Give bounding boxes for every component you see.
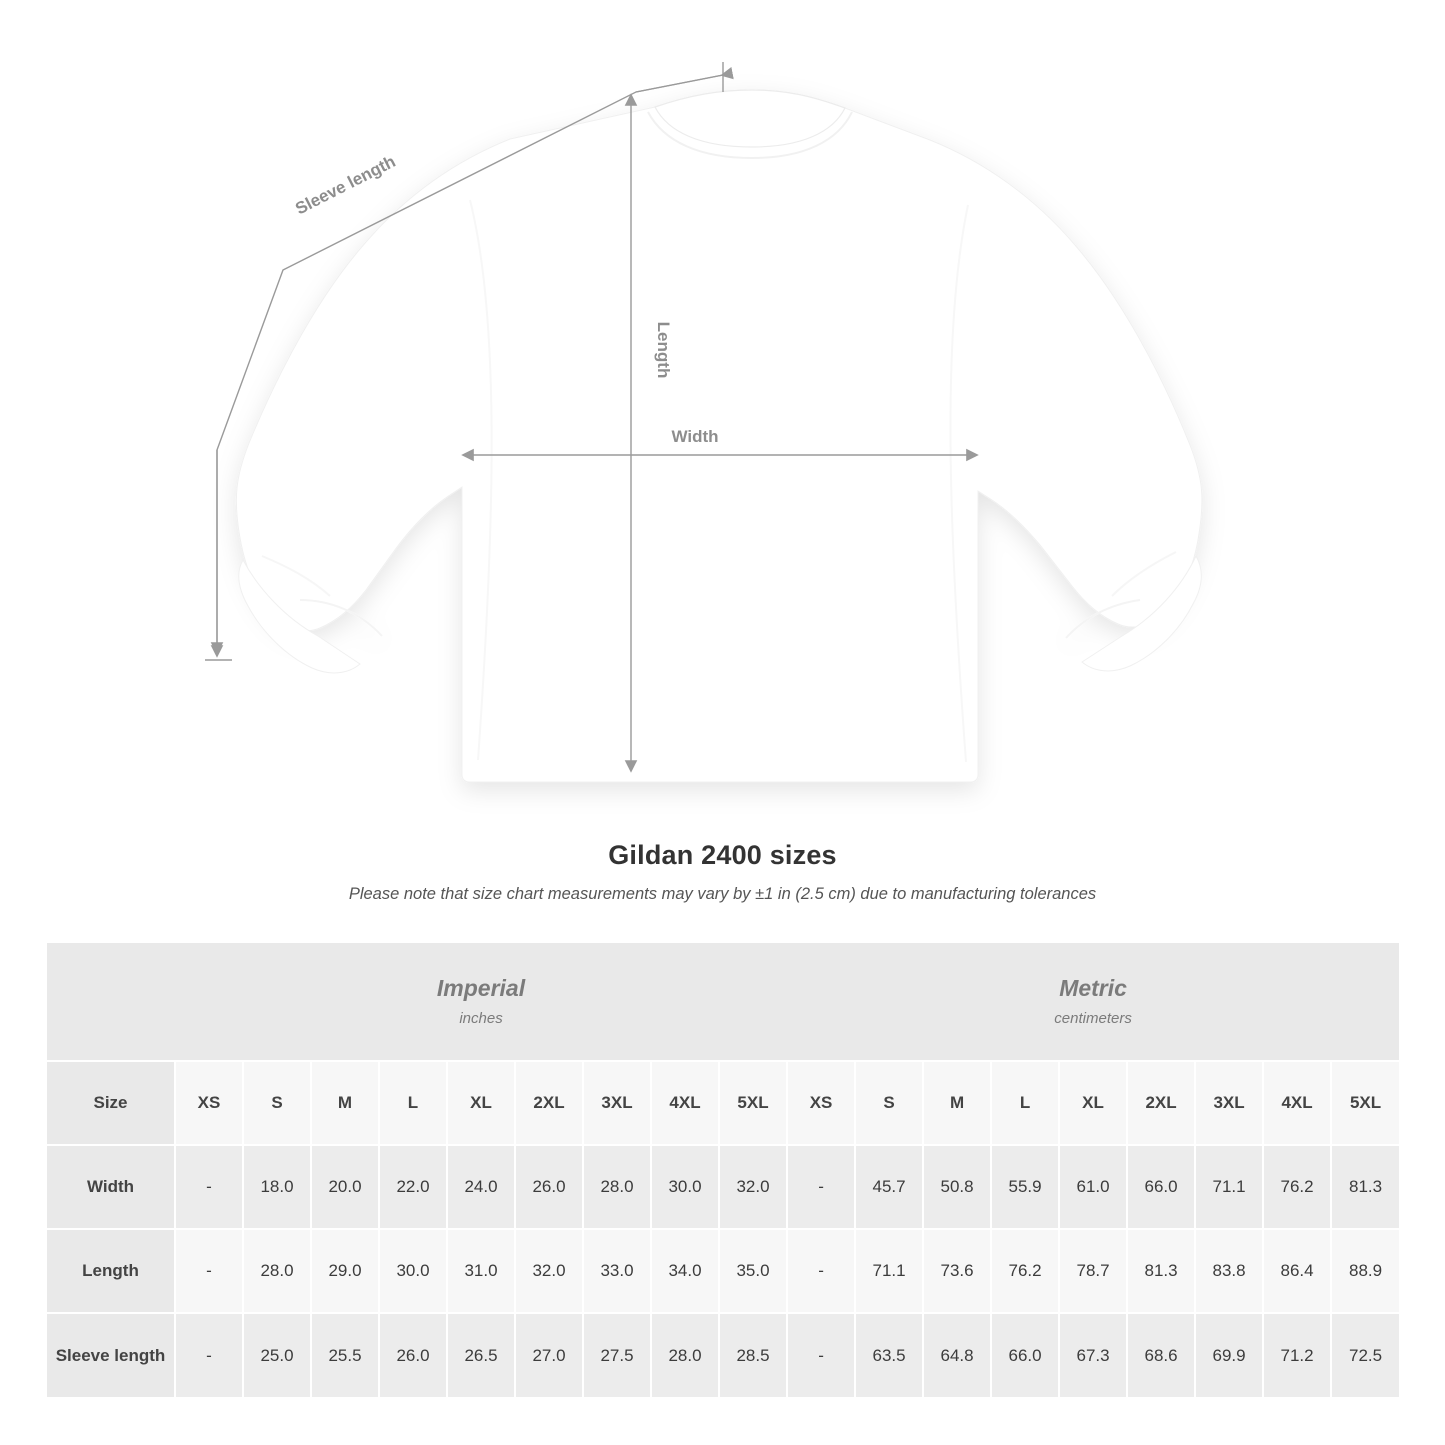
size-imp-3xl: 3XL: [583, 1061, 651, 1145]
sleeve-met-m: 64.8: [923, 1313, 991, 1397]
sleeve-length-label: Sleeve length: [292, 151, 399, 219]
width-label: Width: [671, 427, 719, 446]
size-imp-m: M: [311, 1061, 379, 1145]
page-title: Gildan 2400 sizes: [608, 840, 837, 870]
size-met-3xl: 3XL: [1195, 1061, 1263, 1145]
garment-shape: [236, 90, 1202, 782]
length-imp-2xl: 32.0: [515, 1229, 583, 1313]
tolerance-note: Please note that size chart measurements may vary by ±1 in (2.5 cm) due to manufacturing tolerances: [348, 885, 1097, 903]
unit-header-imperial: Imperial inches: [175, 943, 787, 1061]
sleeve-imp-3xl: 27.5: [583, 1313, 651, 1397]
title-block: [0, 840, 1445, 904]
sleeve-imp-xl: 26.5: [447, 1313, 515, 1397]
sleeve-imp-s: 25.0: [243, 1313, 311, 1397]
row-label-width: Width: [47, 1145, 175, 1229]
length-imp-xs: -: [175, 1229, 243, 1313]
length-met-3xl: 83.8: [1195, 1229, 1263, 1313]
width-imp-m: 20.0: [311, 1145, 379, 1229]
width-imp-2xl: 26.0: [515, 1145, 583, 1229]
table-row: [47, 1229, 1399, 1313]
unit-header-spacer: [47, 943, 175, 1061]
row-label-sleeve-length: Sleeve length: [47, 1313, 175, 1397]
length-met-xl: 78.7: [1059, 1229, 1127, 1313]
width-imp-4xl: 30.0: [651, 1145, 719, 1229]
table-row: [47, 1145, 1399, 1229]
size-met-2xl: 2XL: [1127, 1061, 1195, 1145]
unit-header-row: [47, 943, 1399, 1061]
sleeve-met-2xl: 68.6: [1127, 1313, 1195, 1397]
length-met-5xl: 88.9: [1331, 1229, 1399, 1313]
width-met-5xl: 81.3: [1331, 1145, 1399, 1229]
width-imp-xl: 24.0: [447, 1145, 515, 1229]
sleeve-imp-l: 26.0: [379, 1313, 447, 1397]
unit-header-metric: Metric centimeters: [787, 943, 1399, 1061]
size-met-4xl: 4XL: [1263, 1061, 1331, 1145]
size-met-m: M: [923, 1061, 991, 1145]
table-row: [47, 1313, 1399, 1397]
size-met-xl: XL: [1059, 1061, 1127, 1145]
sleeve-met-l: 66.0: [991, 1313, 1059, 1397]
size-imp-4xl: 4XL: [651, 1061, 719, 1145]
sleeve-imp-4xl: 28.0: [651, 1313, 719, 1397]
length-imp-5xl: 35.0: [719, 1229, 787, 1313]
size-met-5xl: 5XL: [1331, 1061, 1399, 1145]
length-met-s: 71.1: [855, 1229, 923, 1313]
width-met-xs: -: [787, 1145, 855, 1229]
sleeve-met-xs: -: [787, 1313, 855, 1397]
length-met-2xl: 81.3: [1127, 1229, 1195, 1313]
sleeve-met-4xl: 71.2: [1263, 1313, 1331, 1397]
length-imp-xl: 31.0: [447, 1229, 515, 1313]
sleeve-imp-2xl: 27.0: [515, 1313, 583, 1397]
width-met-3xl: 71.1: [1195, 1145, 1263, 1229]
length-imp-3xl: 33.0: [583, 1229, 651, 1313]
width-imp-l: 22.0: [379, 1145, 447, 1229]
row-label-length: Length: [47, 1229, 175, 1313]
size-imp-s: S: [243, 1061, 311, 1145]
length-met-m: 73.6: [923, 1229, 991, 1313]
length-met-4xl: 86.4: [1263, 1229, 1331, 1313]
length-imp-4xl: 34.0: [651, 1229, 719, 1313]
sleeve-met-5xl: 72.5: [1331, 1313, 1399, 1397]
width-met-xl: 61.0: [1059, 1145, 1127, 1229]
size-imp-2xl: 2XL: [515, 1061, 583, 1145]
width-imp-3xl: 28.0: [583, 1145, 651, 1229]
width-met-s: 45.7: [855, 1145, 923, 1229]
size-imp-xl: XL: [447, 1061, 515, 1145]
sleeve-met-s: 63.5: [855, 1313, 923, 1397]
size-row: [47, 1061, 1399, 1145]
size-met-s: S: [855, 1061, 923, 1145]
size-imp-5xl: 5XL: [719, 1061, 787, 1145]
length-met-l: 76.2: [991, 1229, 1059, 1313]
width-met-m: 50.8: [923, 1145, 991, 1229]
width-met-4xl: 76.2: [1263, 1145, 1331, 1229]
width-met-2xl: 66.0: [1127, 1145, 1195, 1229]
width-imp-xs: -: [175, 1145, 243, 1229]
sleeve-imp-m: 25.5: [311, 1313, 379, 1397]
row-label-size: Size: [47, 1061, 175, 1145]
width-imp-s: 18.0: [243, 1145, 311, 1229]
width-imp-5xl: 32.0: [719, 1145, 787, 1229]
length-imp-m: 29.0: [311, 1229, 379, 1313]
size-imp-l: L: [379, 1061, 447, 1145]
size-table: [47, 943, 1399, 1397]
size-imp-xs: XS: [175, 1061, 243, 1145]
sleeve-met-xl: 67.3: [1059, 1313, 1127, 1397]
length-imp-s: 28.0: [243, 1229, 311, 1313]
width-met-l: 55.9: [991, 1145, 1059, 1229]
sleeve-imp-xs: -: [175, 1313, 243, 1397]
sleeve-met-3xl: 69.9: [1195, 1313, 1263, 1397]
length-met-xs: -: [787, 1229, 855, 1313]
length-imp-l: 30.0: [379, 1229, 447, 1313]
sleeve-imp-5xl: 28.5: [719, 1313, 787, 1397]
length-label: Length: [654, 321, 673, 379]
size-table-wrap: [47, 943, 1399, 1397]
size-met-l: L: [991, 1061, 1059, 1145]
size-met-xs: XS: [787, 1061, 855, 1145]
